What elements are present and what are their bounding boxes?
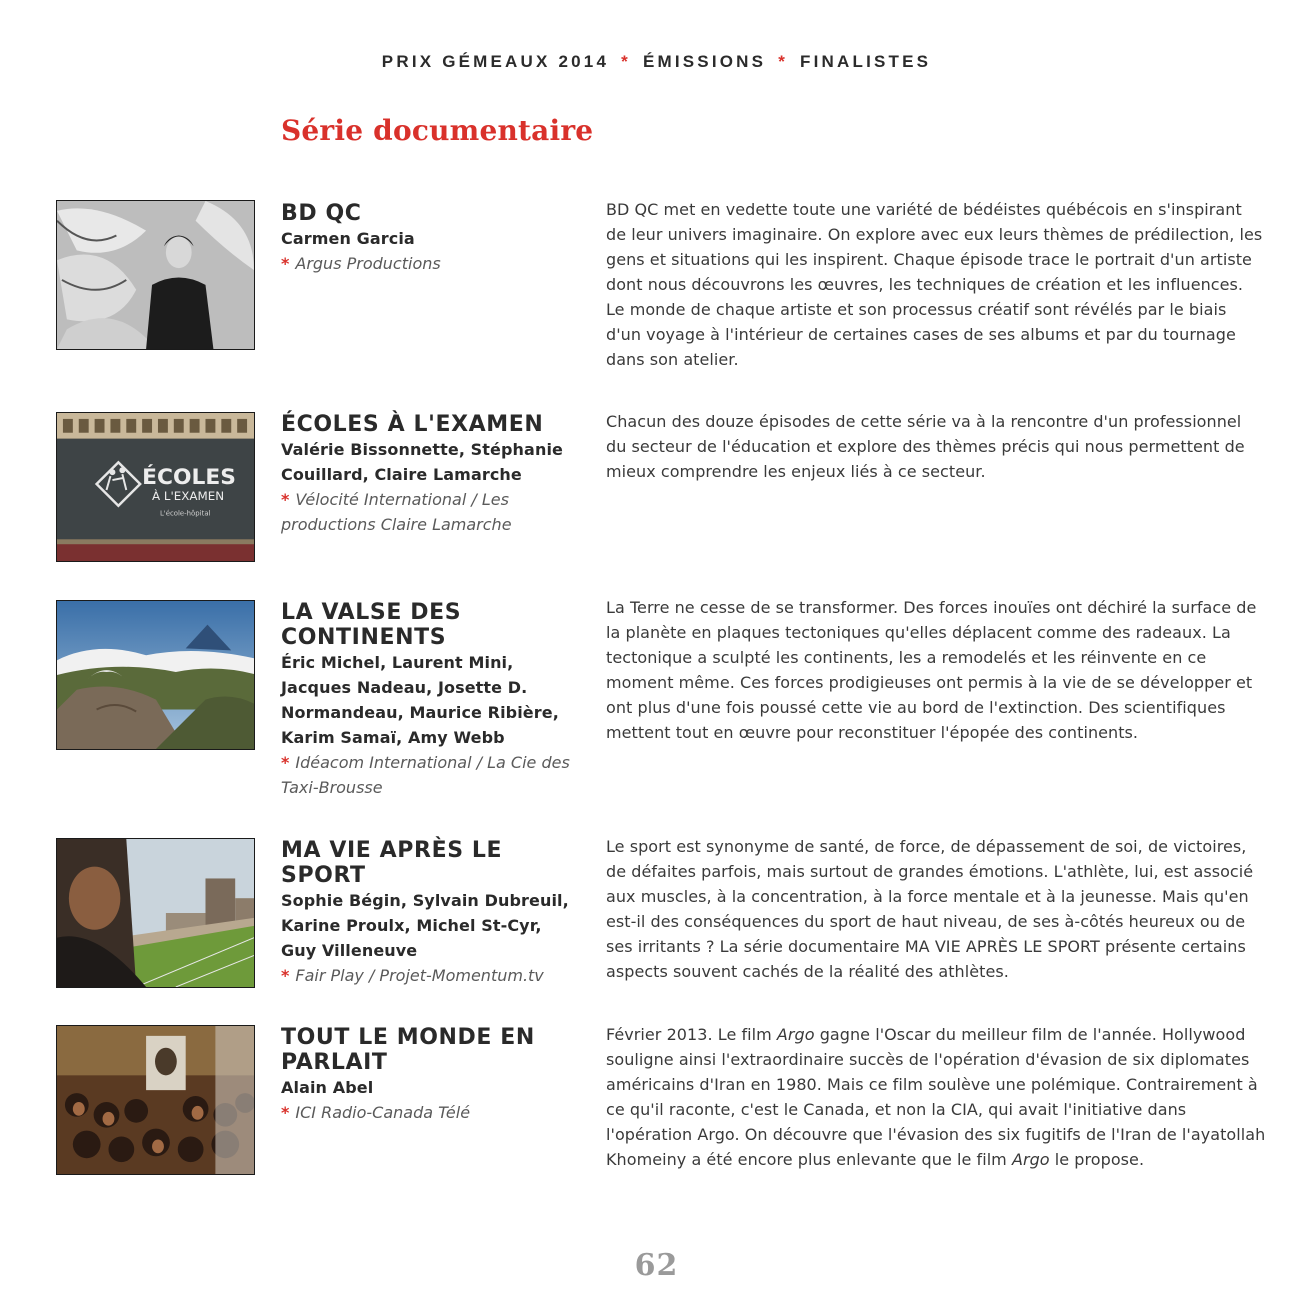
entry-producer	[281, 1100, 581, 1125]
entry-credits: Éric Michel, Laurent Mini, Jacques Nadeau, Josette D. Normandeau, Maurice Ribière, Karim Samaï, Amy Webb	[281, 653, 559, 747]
meta-ecoles	[281, 412, 581, 537]
producer-star: *	[281, 490, 290, 509]
entry-producer	[281, 251, 581, 276]
thumbnail-tout-le-monde	[56, 1025, 255, 1175]
meta-valse	[281, 600, 581, 800]
thumbnail-ecoles	[56, 412, 255, 562]
entry-description: BD QC met en vedette toute une variété de bédéistes québécois en s'inspirant de leur univers imaginaire. On explore avec eux leurs thèmes de prédilection, les gens et situations qui les inspirent. Chaque épisode trace le portrait d'un artiste dont nous découvrons les œuvres, les techniques de création et les influences. Le monde de chaque artiste et son processus créatif sont révélés par le biais d'un voyage à l'intérieur de certaines cases de ses albums et par du tournage dans son atelier.	[606, 200, 1263, 369]
entry-title: ÉCOLES À L'EXAMEN	[281, 412, 544, 437]
header-category: ÉMISSIONS	[642, 52, 767, 71]
producer-star: *	[281, 254, 290, 273]
thumb-text-examen: À L'EXAMEN	[152, 488, 225, 503]
producer-name: Fair Play / Projet-Momentum.tv	[295, 966, 544, 985]
producer-name: ICI Radio-Canada Télé	[295, 1103, 471, 1122]
thumbnail-sport	[56, 838, 255, 988]
thumbnail-valse	[56, 600, 255, 750]
entry-title: LA VALSE DES CONTINENTS	[281, 600, 462, 650]
thumb-text-episode: L'école-hôpital	[159, 509, 211, 518]
header-star-2: *	[778, 52, 789, 71]
section-title: Série documentaire	[281, 114, 594, 147]
producer-name: Vélocité International / Les productions Claire Lamarche	[281, 490, 512, 534]
desc-part: Février 2013. Le film	[606, 1025, 777, 1044]
header-status: FINALISTES	[800, 52, 932, 71]
film-title-argo: Argo	[1011, 1150, 1050, 1169]
film-title-argo: Argo	[776, 1025, 815, 1044]
producer-name: Idéacom International / La Cie des Taxi-Brousse	[281, 753, 570, 797]
entry-credits: Valérie Bissonnette, Stéphanie Couillard, Claire Lamarche	[281, 440, 563, 484]
producer-name: Argus Productions	[295, 254, 441, 273]
header-star-1: *	[621, 52, 631, 71]
entry-description	[606, 1022, 1266, 1172]
entry-credits: Alain Abel	[281, 1078, 374, 1097]
entry-credits: Carmen Garcia	[281, 229, 415, 248]
entry-producer	[281, 750, 581, 800]
producer-star: *	[281, 753, 290, 772]
entry-producer	[281, 487, 581, 537]
producer-star: *	[281, 966, 290, 985]
entry-description: La Terre ne cesse de se transformer. Des forces inouïes ont déchiré la surface de la planète en plaques tectoniques qu'elles déplacent comme des radeaux. La tectonique a sculpté les continents, les a remodelés et les réinvente en ce moment même. Ces forces prodigieuses ont permis à la vie de se développer et ont plus d'une fois poussé cette vie au bord de l'extinction. Des scientifiques mettent tout en œuvre pour reconstituer l'épopée des continents.	[606, 598, 1257, 742]
entry-description: Le sport est synonyme de santé, de force, de dépassement de soi, de victoires, de défaites parfois, mais surtout de grandes émotions. L'athlète, lui, est associé aux muscles, à la concentration, à la force mentale et à la jeunesse. Mais qu'en est-il des conséquences du sport de haut niveau, de ses à-côtés heureux ou de ses irritants ? La série documentaire MA VIE APRÈS LE SPORT présente certains aspects souvent cachés de la réalité des athlètes.	[606, 837, 1254, 981]
meta-sport	[281, 838, 581, 988]
page-number: 62	[634, 1248, 679, 1283]
entry-title: TOUT LE MONDE EN PARLAIT	[281, 1025, 535, 1075]
thumbnail-bd-qc	[56, 200, 255, 350]
desc-part: le propose.	[1049, 1150, 1145, 1169]
entry-title: MA VIE APRÈS LE SPORT	[281, 838, 503, 888]
producer-star: *	[281, 1103, 290, 1122]
entry-title: BD QC	[281, 201, 362, 226]
meta-bd-qc	[281, 201, 581, 276]
thumb-text-ecoles: ÉCOLES	[142, 465, 236, 491]
meta-tout-le-monde	[281, 1025, 581, 1125]
entry-description: Chacun des douze épisodes de cette série va à la rencontre d'un professionnel du secteur de l'éducation et explore des thèmes précis qui nous permettent de mieux comprendre les enjeux liés à ce secteur.	[606, 412, 1245, 481]
entry-producer	[281, 963, 581, 988]
header-event: PRIX GÉMEAUX 2014	[381, 52, 610, 71]
page-header	[0, 52, 1313, 72]
desc-part: gagne l'Oscar du meilleur film de l'année. Hollywood souligne ainsi l'extraordinaire succès de l'opération d'évasion de six diplomates américains d'Iran en 1980. Mais ce film soulève une polémique. Contrairement à ce qu'il raconte, c'est le Canada, et non la CIA, qui avait l'initiative dans l'opération Argo. On découvre que l'évasion des six fugitifs de l'Iran de l'ayatollah Khomeiny a été encore plus enlevante que le film	[606, 1025, 1266, 1169]
entry-credits: Sophie Bégin, Sylvain Dubreuil, Karine Proulx, Michel St-Cyr, Guy Villeneuve	[281, 891, 569, 960]
